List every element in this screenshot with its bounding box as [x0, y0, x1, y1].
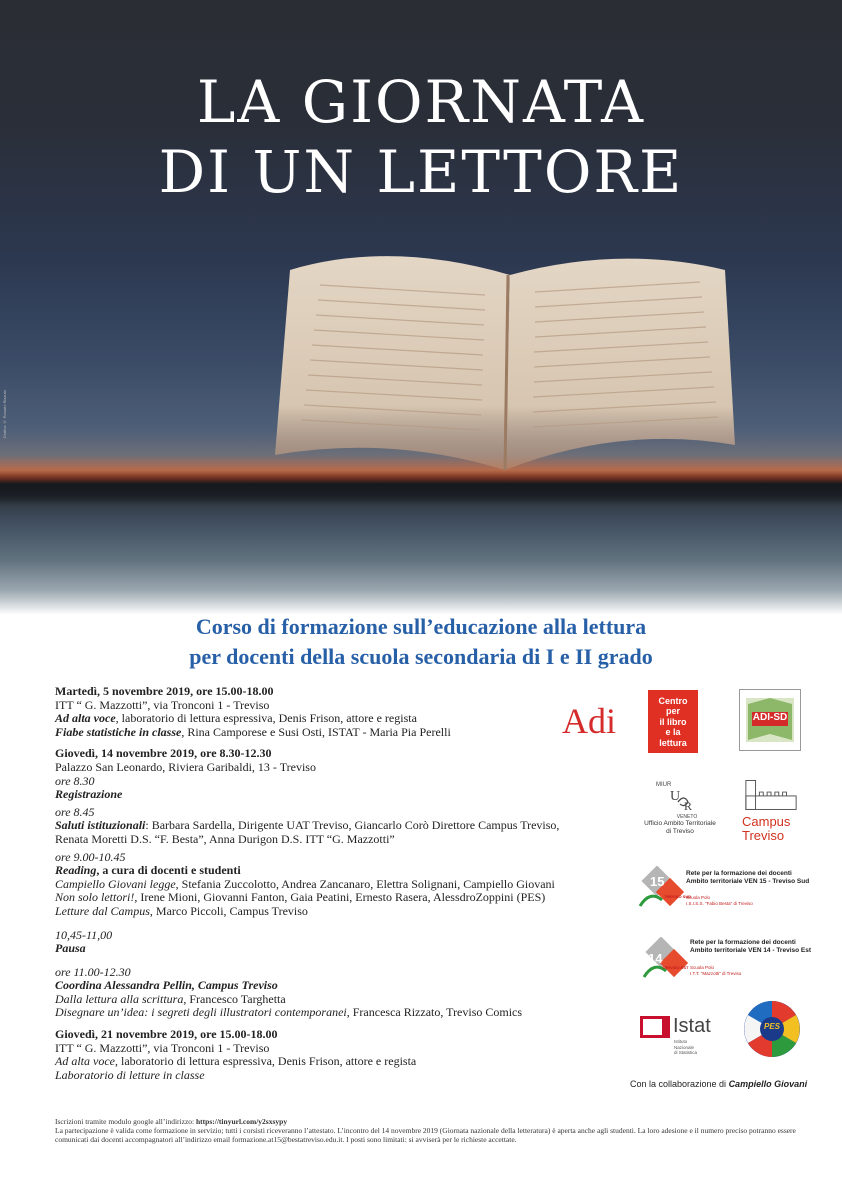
day2-pausa: Pausa	[55, 941, 86, 956]
rete-ven14-logo: 14 TREVISO EST Rete per la formazione dei docenti Ambito territoriale VEN 14 - Treviso Est Scuola Polo I.T.T. "Mazzotti" di Treviso	[640, 937, 816, 985]
day2-reading-3: Letture dal Campus, Marco Piccoli, Campus Treviso	[55, 903, 308, 918]
svg-text:R: R	[684, 799, 693, 812]
rete14-text: Rete per la formazione dei docenti Ambito territoriale VEN 14 - Treviso Est	[690, 939, 812, 954]
registration-link[interactable]: https://tinyurl.com/y2sxsypy	[196, 1117, 288, 1126]
collaboration-note: Con la collaborazione di Campiello Giovani	[630, 1079, 808, 1089]
day2-time1: ore 8.30	[55, 773, 95, 788]
pes-logo: PES	[743, 1000, 801, 1058]
rete14-polo: Scuola Polo I.T.T. "Mazzotti" di Treviso	[690, 965, 742, 976]
day3-date: Giovedì, 21 novembre 2019, ore 15.00-18.00	[55, 1027, 278, 1042]
svg-text:U: U	[670, 789, 681, 804]
day2-saluti-line2: Renata Moretti D.S. “F. Besta”, Anna Durigon D.S. ITT “G. Mazzotti”	[55, 831, 395, 846]
rete15-text: Rete per la formazione dei docenti Ambito territoriale VEN 15 - Treviso Sud	[686, 870, 810, 885]
istat-logo: Istat Istituto Nazionale di Statistica	[640, 1013, 720, 1057]
day2-reading: Reading, a cura di docenti e studenti	[55, 863, 241, 878]
footer-notes	[55, 1117, 815, 1145]
day2-date: Giovedì, 14 novembre 2019, ore 8.30-12.30	[55, 746, 272, 761]
day2-registration: Registrazione	[55, 787, 123, 802]
subtitle-line-1: Corso di formazione sull’educazione alla lettura	[195, 614, 647, 639]
day2-coord-2: Disegnare un’idea: i segreti degli illustratori contemporanei, Francesca Rizzato, Treviso Comics	[55, 1005, 523, 1020]
rete15-polo: Scuola Polo I.S.I.S.S. "Fabio Besta" di Treviso	[686, 895, 753, 906]
day3-place: ITT “ G. Mazzotti”, via Tronconi 1 - Treviso	[55, 1040, 270, 1055]
footer-line-1: Iscrizioni tramite modulo google all’indirizzo: https://tinyurl.com/y2sxsypy	[55, 1117, 288, 1126]
title-line-1: LA GIORNATA	[196, 68, 646, 136]
footer-line-2: La partecipazione è valida come formazione in servizio; tutti i corsisti riceveranno l’attestato. L’incontro del 14 novembre 2019 (Giornata nazionale della letteratura) è aperta anche agli studenti. La loro adesione e il numero preciso potranno essere comunicati dai docenti accompagnatori all’indirizzo email formazione.at15@bestatreviso.edu.it. I posti sono limitati: si avviserà per le richieste accettate.	[55, 1126, 796, 1145]
day1-place: ITT “ G. Mazzotti”, via Tronconi 1 - Treviso	[55, 697, 270, 712]
day3-item1: Ad alta voce, laboratorio di lettura espressiva, Denis Frison, attore e regista	[55, 1054, 417, 1069]
program	[55, 685, 615, 1082]
day3-item2: Laboratorio di letture in classe	[55, 1067, 205, 1082]
miur-ust-logo: MIUR U R VENETO Ufficio Ambito Territoriale di Treviso	[644, 782, 716, 835]
day2-reading-2: Non solo lettori!, Irene Mioni, Giovanni Fanton, Gaia Peatini, Ernesto Rasera, AlessdroZoppini (PES)	[55, 890, 546, 905]
miur-usr-mark	[660, 788, 700, 812]
open-book-image	[270, 240, 740, 480]
day2-time2: ore 8.45	[55, 804, 95, 819]
istat-mark	[640, 1016, 670, 1038]
adi-sd-logo: ADI-SD	[739, 689, 801, 751]
title-line-2: DI UN LETTORE	[158, 138, 684, 206]
subtitle-line-2: per docenti della scuola secondaria di I e II grado	[189, 644, 653, 669]
photo-credit: Grafica © Rosario Rizzuto	[2, 390, 7, 439]
day2-place: Palazzo San Leonardo, Riviera Garibaldi, 13 - Treviso	[55, 759, 316, 774]
day2-coord: Coordina Alessandra Pellin, Campus Treviso	[55, 978, 278, 993]
istat-caption: Istituto Nazionale di Statistica	[674, 1039, 698, 1055]
day2-time5: ore 11.00-12.30	[55, 964, 131, 979]
rete15-mark	[636, 866, 686, 912]
day2-time3: ore 9.00-10.45	[55, 849, 126, 864]
day1-item2: Fiabe statistiche in classe, Rina Camporese e Susi Osti, ISTAT - Maria Pia Perelli	[55, 724, 451, 739]
adi-logo: Adi	[562, 701, 616, 741]
rete-ven15-logo: 15 TREVISO SUD Rete per la formazione dei docenti Ambito territoriale VEN 15 - Treviso Sud Scuola Polo I.S.I.S.S. "Fabio Besta" di Treviso	[636, 866, 816, 914]
campus-treviso-logo: Campus Treviso	[742, 778, 804, 848]
tower-icon	[742, 778, 800, 810]
day2-reading-1: Campiello Giovani legge, Stefania Zuccolotto, Andrea Zancanaro, Elettra Solignani, Campiello Giovani	[55, 876, 555, 891]
day1-item1: Ad alta voce, laboratorio di lettura espressiva, Denis Frison, attore e regista	[55, 711, 417, 726]
cepell-logo: Centro per il libro e la lettura	[648, 690, 698, 753]
day2-saluti: Saluti istituzionali: Barbara Sardella, Dirigente UAT Treviso, Giancarlo Corò Direttore Campus Treviso,	[55, 818, 560, 833]
day1-date: Martedì, 5 novembre 2019, ore 15.00-18.00	[55, 684, 274, 698]
day2-time4: 10,45-11,00	[55, 927, 113, 942]
day2-coord-1: Dalla lettura alla scrittura, Francesco Targhetta	[55, 991, 286, 1006]
